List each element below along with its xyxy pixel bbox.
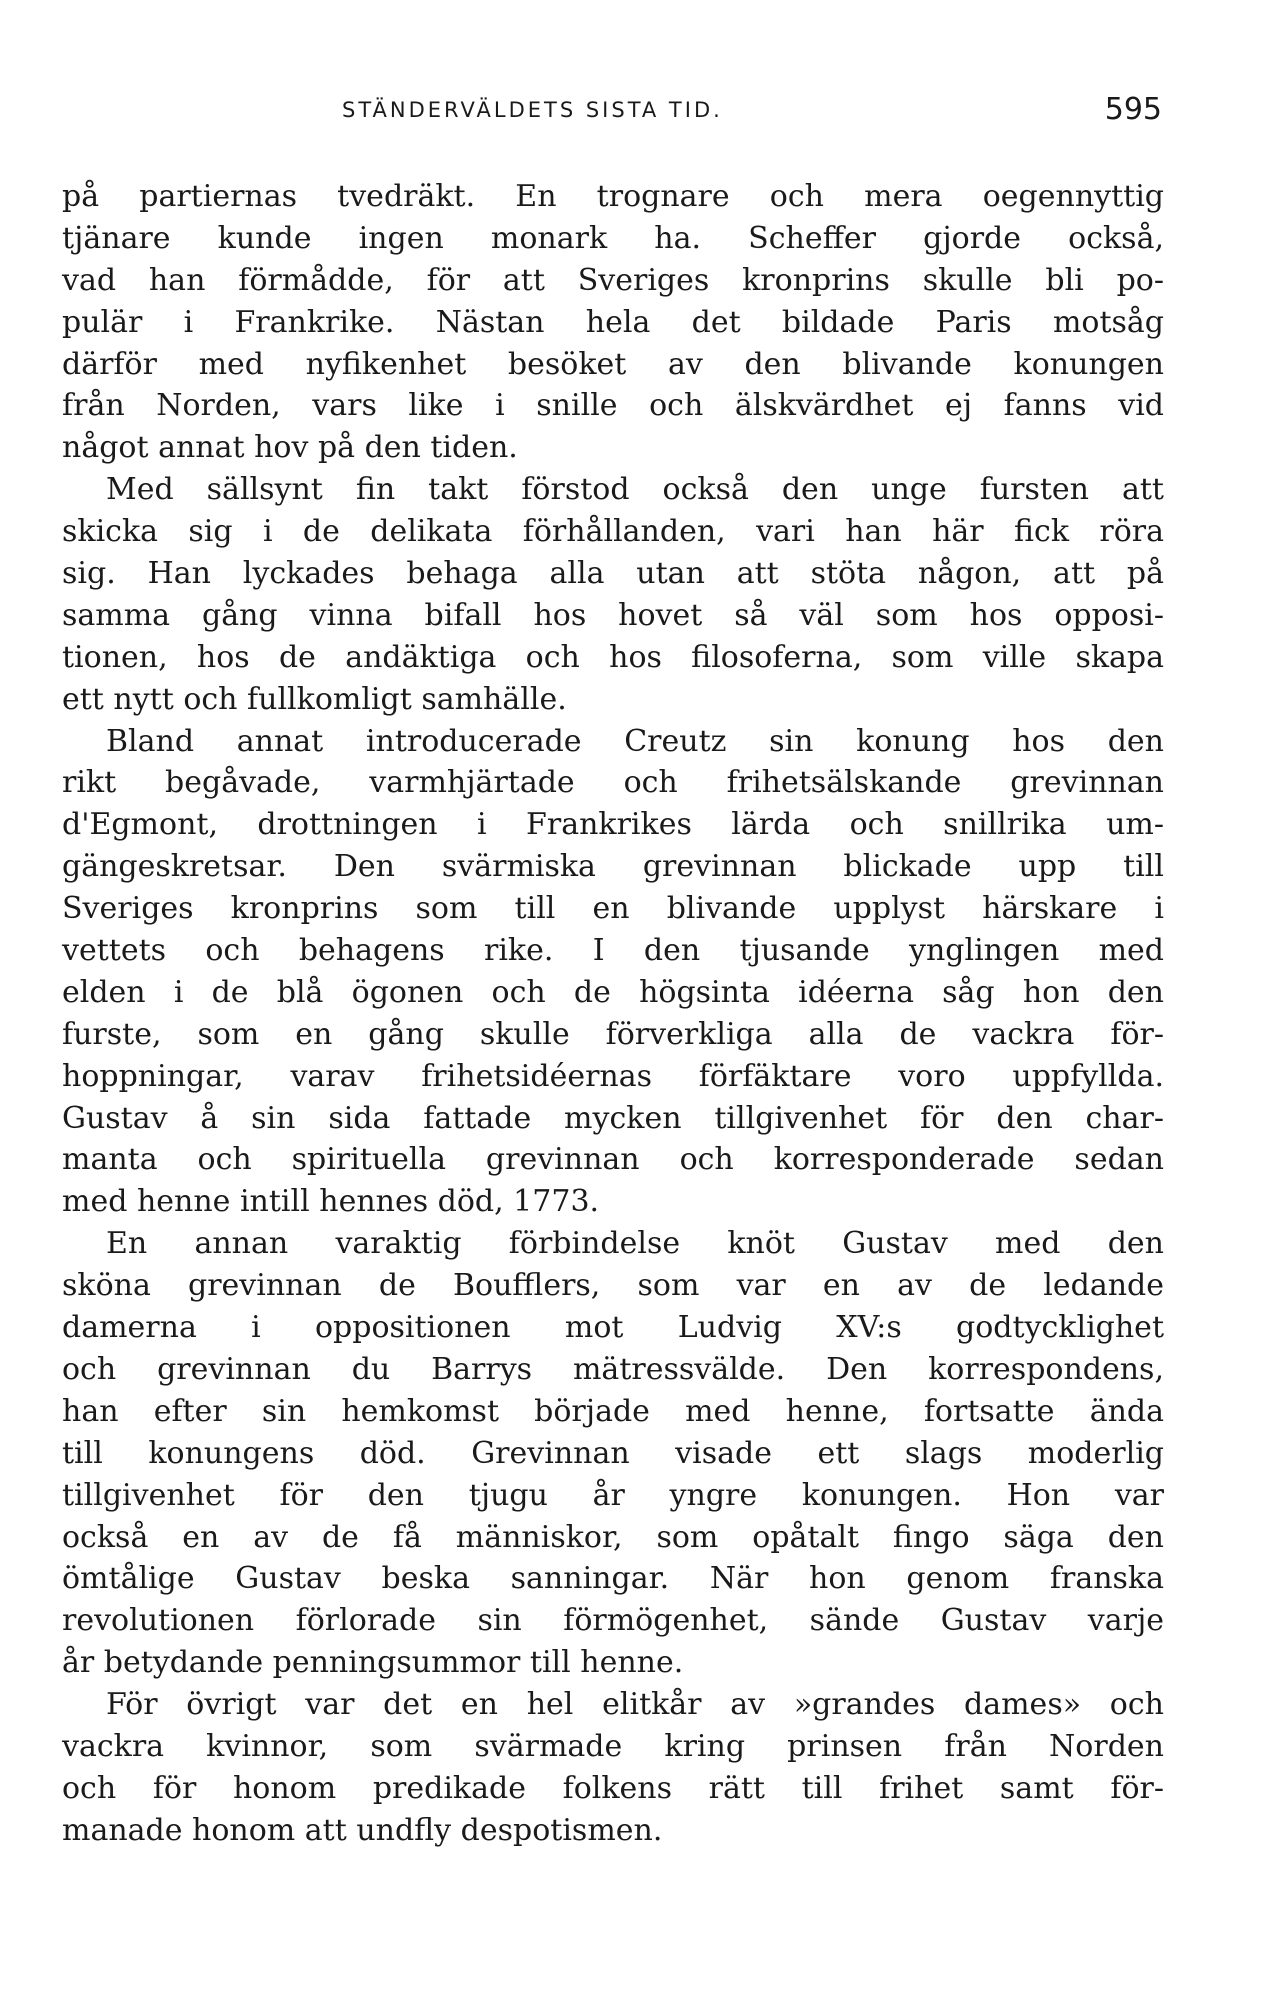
- text-line: d'Egmont, drottningen i Frankrikes lärda och snillrika um-: [62, 807, 1164, 843]
- text-line: samma gång vinna bifall hos hovet så väl som hos opposi-: [62, 597, 1164, 633]
- text-line: Med sällsynt fin takt förstod också den unge fursten att: [106, 472, 1164, 508]
- text-line: gängeskretsar. Den svärmiska grevinnan blickade upp till: [62, 849, 1164, 885]
- text-line: Bland annat introducerade Creutz sin konung hos den: [106, 723, 1164, 759]
- running-head: [62, 92, 1162, 132]
- text-line: sig. Han lyckades behaga alla utan att stöta någon, att på: [62, 556, 1164, 592]
- text-line: manta och spirituella grevinnan och korresponderade sedan: [62, 1142, 1164, 1178]
- running-title: STÄNDERVÄLDETS SISTA TID.: [342, 98, 723, 122]
- text-line: tillgivenhet för den tjugu år yngre konungen. Hon var: [62, 1477, 1164, 1513]
- text-line: och för honom predikade folkens rätt till frihet samt för-: [62, 1770, 1164, 1806]
- text-line: tionen, hos de andäktiga och hos filosoferna, som ville skapa: [62, 639, 1164, 675]
- text-line: något annat hov på den tiden.: [62, 430, 518, 466]
- text-line: Gustav å sin sida fattade mycken tillgivenhet för den char-: [62, 1100, 1164, 1136]
- text-line: med henne intill hennes död, 1773.: [62, 1184, 600, 1220]
- text-line: år betydande penningsummor till henne.: [62, 1645, 684, 1681]
- text-line: från Norden, vars like i snille och älskvärdhet ej fanns vid: [62, 388, 1164, 424]
- text-line: elden i de blå ögonen och de högsinta idéerna såg hon den: [62, 974, 1164, 1010]
- text-line: han efter sin hemkomst började med henne, fortsatte ända: [62, 1393, 1164, 1429]
- text-line: tjänare kunde ingen monark ha. Scheffer gjorde också,: [62, 220, 1164, 256]
- text-line: och grevinnan du Barrys mätressvälde. Den korrespondens,: [62, 1351, 1164, 1387]
- text-line: vad han förmådde, för att Sveriges kronprins skulle bli po-: [62, 262, 1164, 298]
- text-line: Sveriges kronprins som till en blivande upplyst härskare i: [62, 891, 1164, 927]
- body-text: [62, 176, 1164, 1852]
- text-line: därför med nyfikenhet besöket av den blivande konungen: [62, 346, 1164, 382]
- text-line: sköna grevinnan de Boufflers, som var en av de ledande: [62, 1268, 1164, 1304]
- text-line: pulär i Frankrike. Nästan hela det bildade Paris motsåg: [62, 304, 1164, 340]
- text-line: furste, som en gång skulle förverkliga alla de vackra för-: [62, 1016, 1164, 1052]
- text-line: damerna i oppositionen mot Ludvig XV:s godtycklighet: [62, 1310, 1164, 1346]
- text-line: För övrigt var det en hel elitkår av »grandes dames» och: [106, 1687, 1164, 1723]
- text-line: vettets och behagens rike. I den tjusande ynglingen med: [62, 933, 1164, 969]
- text-line: rikt begåvade, varmhjärtade och frihetsälskande grevinnan: [62, 765, 1164, 801]
- text-line: ett nytt och fullkomligt samhälle.: [62, 681, 567, 717]
- text-line: revolutionen förlorade sin förmögenhet, sände Gustav varje: [62, 1603, 1164, 1639]
- text-line: också en av de få människor, som opåtalt fingo säga den: [62, 1519, 1164, 1555]
- text-line: ömtålige Gustav beska sanningar. När hon genom franska: [62, 1561, 1164, 1597]
- text-line: manade honom att undfly despotismen.: [62, 1812, 663, 1848]
- text-line: skicka sig i de delikata förhållanden, vari han här fick röra: [62, 514, 1164, 550]
- page-number: 595: [1104, 92, 1162, 127]
- text-line: på partiernas tvedräkt. En trognare och mera oegennyttig: [62, 179, 1164, 214]
- text-line: hoppningar, varav frihetsidéernas förfäktare voro uppfyllda.: [62, 1058, 1164, 1094]
- text-line: vackra kvinnor, som svärmade kring prinsen från Norden: [62, 1728, 1164, 1764]
- text-line: En annan varaktig förbindelse knöt Gustav med den: [106, 1226, 1164, 1262]
- text-line: till konungens död. Grevinnan visade ett slags moderlig: [62, 1435, 1164, 1471]
